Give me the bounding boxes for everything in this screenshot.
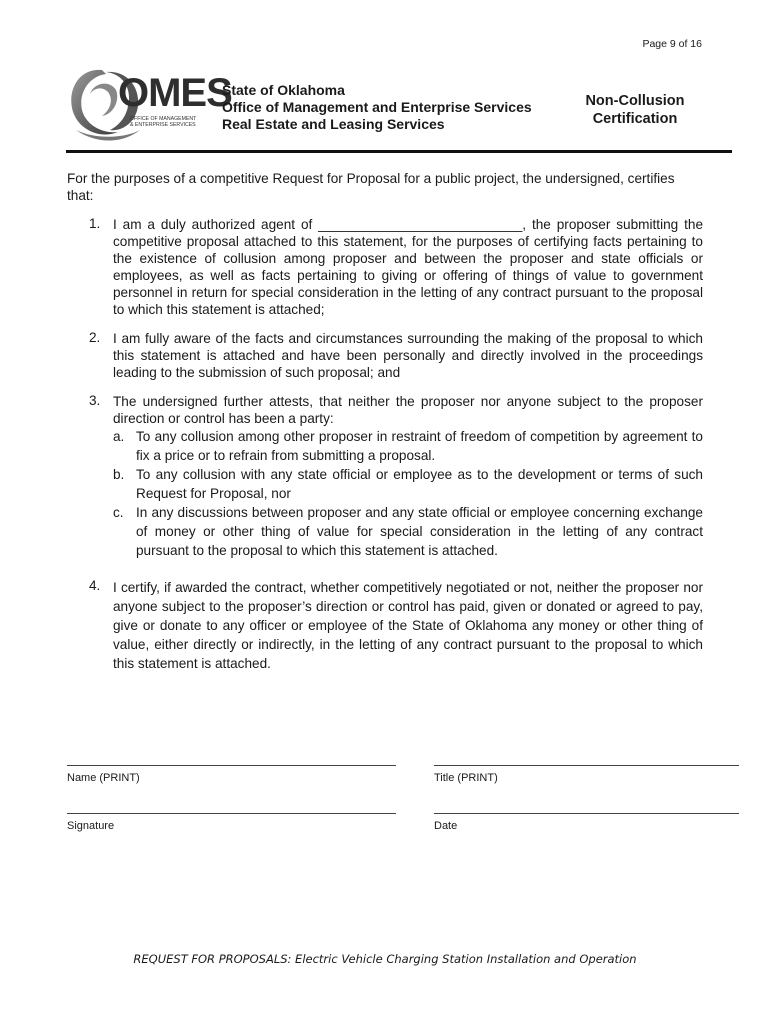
certification-body xyxy=(67,170,703,685)
division-name: Real Estate and Leasing Services xyxy=(222,116,445,132)
title-print-label: Title (PRINT) xyxy=(434,772,498,784)
sub-list-item: a. To any collusion among other proposer in restraint of freedom of competition by agreement to fix a price or to refrain from submitting a proposal. xyxy=(113,429,703,463)
svg-text:OFFICE OF MANAGEMENT: OFFICE OF MANAGEMENT xyxy=(130,116,197,122)
sub-list-item: b. To any collusion with any state official or employee as to the development or terms of such Request for Proposal, nor xyxy=(113,467,703,501)
date-label: Date xyxy=(434,820,458,832)
page-number: Page 9 of 16 xyxy=(642,38,702,50)
state-name: State of Oklahoma xyxy=(222,82,345,98)
page-footer: REQUEST FOR PROPOSALS: Electric Vehicle Charging Station Installation and Operation xyxy=(133,952,637,966)
title-print-field[interactable] xyxy=(434,765,739,784)
list-item: 2. I am fully aware of the facts and circumstances surrounding the making of the proposal to which this statement is attached and have been personally and directly involved in the proceedings leading to the submission of such proposal; and xyxy=(89,330,703,380)
header-divider xyxy=(66,150,732,153)
sub-list-item: c. In any discussions between proposer and any state official or employee concerning exchange of money or other thing of value for special consideration in the letting of any contract pursuant to the proposal to which this statement is attached. xyxy=(113,505,703,558)
document-title: Non-Collusion Certification xyxy=(585,93,685,127)
svg-text:& ENTERPRISE SERVICES: & ENTERPRISE SERVICES xyxy=(130,122,196,128)
logo-wordmark: OMES xyxy=(118,71,232,115)
list-item: 3. The undersigned further attests, that neither the proposer nor anyone subject to the proposer direction or control has been a party: a. To any collusion among other proposer in restraint of freedom of competition by agreement to fix a price or to refrain from submitting a proposal. b. To any collusion with any state official or employee as to the development or terms of such Request for Proposal, nor c. In any discussions between proposer and any state official or employee concerning exchange of money or other thing of value for special consideration in the letting of any contract pursuant to the proposal to which this statement is attached. xyxy=(89,393,703,558)
date-field[interactable] xyxy=(434,813,739,832)
list-item: 4. I certify, if awarded the contract, whether competitively negotiated or not, neither the proposer nor anyone subject to the proposer’s direction or control has paid, given or donated or agreed to pay, give or donate to any officer or employee of the State of Oklahoma any money or other thing of value, either directly or indirectly, in the letting of any contract pursuant to the proposal to which this statement is attached. xyxy=(89,578,703,671)
name-print-field[interactable] xyxy=(67,765,396,784)
intro-paragraph: For the purposes of a competitive Request for Proposal for a public project, the undersigned, certifies that: xyxy=(67,171,675,203)
signature-field[interactable] xyxy=(67,813,396,832)
name-print-label: Name (PRINT) xyxy=(67,772,140,784)
list-item: 1. I am a duly authorized agent of ___________________________, the proposer submitting the competitive proposal attached to this statement, for the purposes of certifying facts pertaining to the existence of collusion among proposer and between the proposer and state officials or employees, as well as facts pertaining to giving or offering of things of value to government personnel in return for special consideration in the letting of any contract pursuant to the proposal to which this statement is attached; xyxy=(89,216,703,317)
office-name: Office of Management and Enterprise Services xyxy=(222,99,532,115)
signature-label: Signature xyxy=(67,820,115,832)
omes-logo xyxy=(66,60,232,146)
organization-header xyxy=(222,82,532,133)
